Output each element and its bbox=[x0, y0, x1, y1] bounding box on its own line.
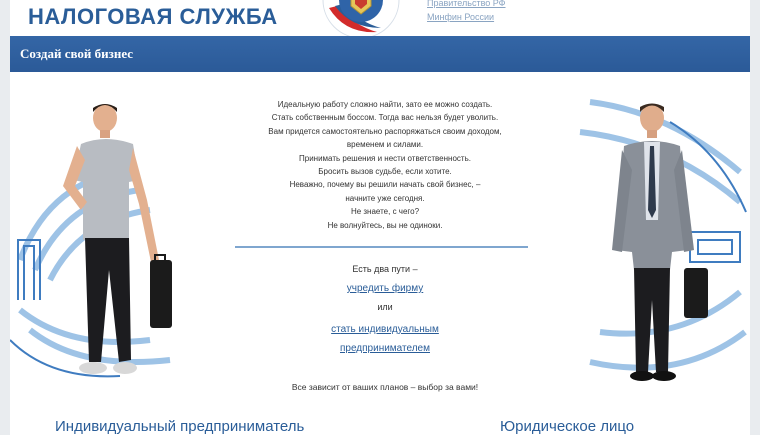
person-company-image bbox=[592, 100, 712, 385]
top-links bbox=[427, 0, 506, 24]
intro-line: Не волнуйтесь, вы не одиноки. bbox=[327, 220, 443, 230]
found-company-link[interactable]: учредить фирму bbox=[346, 283, 424, 294]
become-entrepreneur-link-line2[interactable]: предпринимателем bbox=[339, 343, 430, 354]
intro-line: Идеальную работу сложно найти, зато ее можно создать. bbox=[277, 100, 493, 109]
banner-title: Создай свой бизнес bbox=[20, 46, 134, 61]
intro-line: временем и силами. bbox=[346, 140, 424, 150]
intro-line: Неважно, почему вы решили начать свой бизнес, – bbox=[289, 180, 481, 190]
site-title[interactable]: НАЛОГОВАЯ СЛУЖБА bbox=[28, 4, 278, 29]
paths-lead: Есть два пути – bbox=[352, 264, 418, 274]
paths-block bbox=[235, 264, 535, 358]
closing-text: Все зависит от ваших планов – выбор за вами! bbox=[291, 382, 479, 392]
divider bbox=[235, 246, 528, 248]
become-entrepreneur-link-line1[interactable]: стать индивидуальным bbox=[331, 324, 439, 335]
emblem-logo-icon[interactable] bbox=[315, 0, 407, 40]
link-government[interactable]: Правительство РФ bbox=[427, 0, 506, 8]
banner bbox=[10, 36, 750, 72]
intro-text bbox=[235, 98, 535, 232]
intro-line: начните уже сегодня. bbox=[345, 193, 425, 203]
intro-line: Принимать решения и нести ответственность. bbox=[299, 153, 471, 163]
intro-line: Бросить вызов судьбе, если хотите. bbox=[318, 167, 452, 177]
or-text: или bbox=[377, 302, 393, 312]
link-minfin[interactable]: Минфин России bbox=[427, 12, 495, 22]
intro-line: Стать собственным боссом. Тогда вас нельзя будет уволить. bbox=[271, 113, 499, 123]
intro-line: Вам придется самостоятельно распоряжаться своим доходом, bbox=[268, 126, 502, 136]
section-individual-entrepreneur[interactable]: Индивидуальный предприниматель bbox=[55, 418, 305, 435]
page bbox=[10, 0, 750, 435]
person-entrepreneur-image bbox=[55, 100, 185, 385]
section-legal-entity[interactable]: Юридическое лицо bbox=[500, 418, 635, 435]
intro-line: Не знаете, с чего? bbox=[350, 207, 420, 217]
